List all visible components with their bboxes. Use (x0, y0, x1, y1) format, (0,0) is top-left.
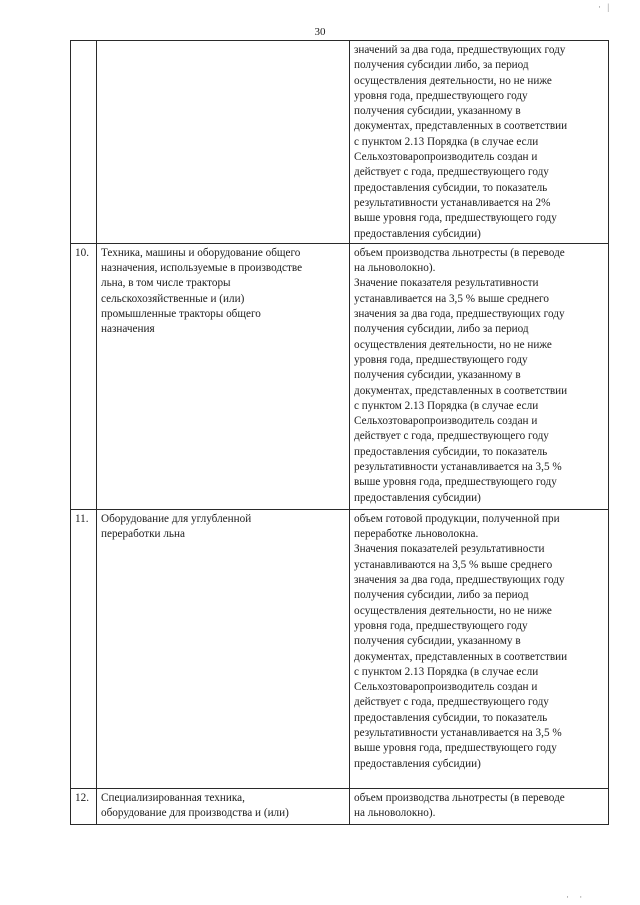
subsidy-indicators-table (70, 40, 609, 825)
performance-indicator-line: объем производства льнотресты (в переводе (354, 791, 565, 804)
equipment-name-line: оборудование для производства и (или) (101, 807, 289, 820)
performance-indicator-line: получения субсидии либо, за период (354, 59, 529, 72)
performance-indicator-line: Значение показателя результативности (354, 277, 539, 290)
page-number: 30 (314, 26, 326, 38)
performance-indicator-line: уровня года, предшествующего году (354, 89, 528, 102)
performance-indicator-line: с пунктом 2.13 Порядка (в случае если (354, 399, 539, 412)
row-number (71, 41, 97, 244)
performance-indicator-line: получения субсидии, указанному в (354, 105, 521, 118)
performance-indicator-line: выше уровня года, предшествующего году (354, 742, 557, 755)
equipment-name-cell (97, 788, 350, 824)
performance-indicator-line: переработке льноволокна. (354, 528, 479, 541)
performance-indicator-line: результативности устанавливается на 3,5 % (354, 727, 562, 740)
equipment-name-line: Оборудование для углубленной (101, 512, 252, 525)
row-number: 11. (71, 509, 97, 788)
performance-indicator-line: Сельхозтоваропроизводитель создан и (354, 681, 538, 694)
equipment-name-line: сельскохозяйственные и (или) (101, 292, 245, 305)
table-row (71, 243, 609, 509)
performance-indicator-line: устанавливаются на 3,5 % выше среднего (354, 558, 553, 571)
performance-indicator-line: Сельхозтоваропроизводитель создан и (354, 415, 538, 428)
performance-indicator-line: объем готовой продукции, полученной при (354, 512, 560, 525)
performance-indicator-line: выше уровня года, предшествующего году (354, 212, 557, 225)
row-number: 12. (71, 788, 97, 824)
performance-indicator-line: результативности устанавливается на 2% (354, 196, 551, 209)
performance-indicator-line: на льноволокно). (354, 807, 436, 820)
equipment-name-cell (97, 243, 350, 509)
table-row (71, 509, 609, 788)
performance-indicator-cell (350, 509, 609, 788)
performance-indicator-line: результативности устанавливается на 3,5 % (354, 461, 562, 474)
table-row (71, 41, 609, 244)
performance-indicator-line: значения за два года, предшествующих году (354, 308, 565, 321)
performance-indicator-line: значения за два года, предшествующих году (354, 574, 565, 587)
performance-indicator-line: действует с года, предшествующего году (354, 696, 549, 709)
performance-indicator-line: предоставления субсидии) (354, 757, 481, 770)
performance-indicator-line: получения субсидии, указанному в (354, 369, 521, 382)
performance-indicator-line: получения субсидии, либо за период (354, 323, 529, 336)
performance-indicator-line: осуществления деятельности, но не ниже (354, 604, 552, 617)
performance-indicator-line: действует с года, предшествующего году (354, 430, 549, 443)
equipment-name-cell (97, 509, 350, 788)
table-row (71, 788, 609, 824)
equipment-name-line: назначения, используемые в производстве (101, 262, 303, 275)
equipment-name-line: льна, в том числе тракторы (101, 277, 231, 290)
performance-indicator-line: предоставления субсидии) (354, 227, 481, 240)
performance-indicator-cell (350, 41, 609, 244)
performance-indicator-line: значений за два года, предшествующих году (354, 44, 566, 56)
equipment-name-line: промышленные тракторы общего (101, 308, 261, 321)
performance-indicator-line: действует с года, предшествующего году (354, 166, 549, 179)
row-number: 10. (71, 243, 97, 509)
equipment-name-line: Техника, машины и оборудование общего (101, 246, 301, 259)
equipment-name-cell (97, 41, 350, 244)
performance-indicator-line: осуществления деятельности, но не ниже (354, 74, 552, 87)
equipment-name-line: переработки льна (101, 528, 185, 541)
performance-indicator-line: уровня года, предшествующего году (354, 619, 528, 632)
performance-indicator-line: предоставления субсидии, то показатель (354, 711, 548, 724)
performance-indicator-line: уровня года, предшествующего году (354, 353, 528, 366)
equipment-name-line: назначения (101, 323, 155, 336)
performance-indicator-line: предоставления субсидии, то показатель (354, 181, 548, 194)
scan-mark-bottom: · · (566, 892, 587, 902)
performance-indicator-line: документах, представленных в соответствии (354, 384, 568, 397)
performance-indicator-line: документах, представленных в соответствии (354, 650, 568, 663)
performance-indicator-line: предоставления субсидии, то показатель (354, 445, 548, 458)
table-body (71, 41, 609, 825)
performance-indicator-line: с пунктом 2.13 Порядка (в случае если (354, 665, 539, 678)
performance-indicator-line: осуществления деятельности, но не ниже (354, 338, 552, 351)
performance-indicator-line: документах, представленных в соответствии (354, 120, 568, 133)
performance-indicator-line: объем производства льнотресты (в переводе (354, 246, 565, 259)
performance-indicator-line: получения субсидии, указанному в (354, 635, 521, 648)
performance-indicator-line: Значения показателей результативности (354, 543, 545, 556)
performance-indicator-line: с пунктом 2.13 Порядка (в случае если (354, 135, 539, 148)
performance-indicator-line: устанавливается на 3,5 % выше среднего (354, 292, 549, 305)
performance-indicator-line: на льноволокно). (354, 262, 436, 275)
performance-indicator-cell (350, 788, 609, 824)
performance-indicator-line: выше уровня года, предшествующего году (354, 476, 557, 489)
performance-indicator-cell (350, 243, 609, 509)
performance-indicator-line: Сельхозтоваропроизводитель создан и (354, 151, 538, 164)
performance-indicator-line: предоставления субсидии) (354, 491, 481, 504)
equipment-name-line: Специализированная техника, (101, 791, 245, 804)
performance-indicator-line: получения субсидии, либо за период (354, 589, 529, 602)
scan-mark: · | (598, 2, 612, 12)
